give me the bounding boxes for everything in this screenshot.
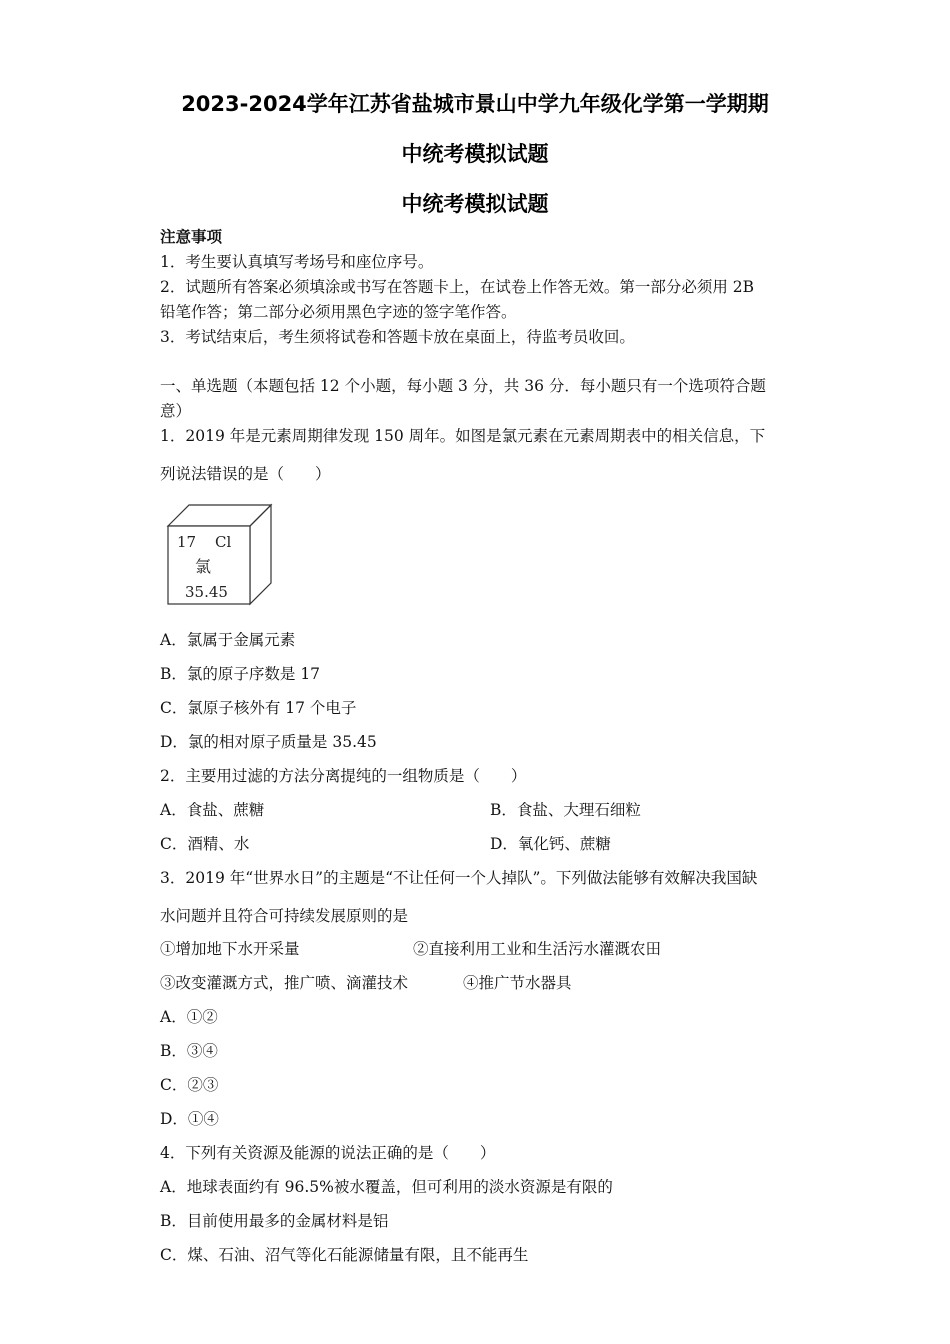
q3-measure-3: ③改变灌溉方式，推广喷、滴灌技术 xyxy=(160,974,409,992)
element-mass: 35.45 xyxy=(185,583,228,601)
q1-stem-cont: 列说法错误的是（ ） xyxy=(160,465,331,483)
element-symbol: Cl xyxy=(215,533,232,551)
element-name: 氯 xyxy=(195,557,212,576)
q4-option-c: C．煤、石油、沼气等化石能源储量有限，且不能再生 xyxy=(160,1246,529,1264)
q1-option-b: B．氯的原子序数是 17 xyxy=(160,665,321,683)
notice-item-3: 3．考试结束后，考生须将试卷和答题卡放在桌面上，待监考员收回。 xyxy=(160,328,635,346)
q2-option-b: B．食盐、大理石细粒 xyxy=(490,801,641,819)
q2-options-row1 xyxy=(160,800,800,820)
q1-option-a: A．氯属于金属元素 xyxy=(160,631,296,649)
q1-option-c: C．氯原子核外有 17 个电子 xyxy=(160,699,357,717)
q3-measures-row1 xyxy=(160,939,800,959)
q3-option-c: C．②③ xyxy=(160,1076,219,1094)
q1-option-d: D．氯的相对原子质量是 35.45 xyxy=(160,733,377,751)
exam-title-line1: 2023-2024学年江苏省盐城市景山中学九年级化学第一学期期 xyxy=(181,92,769,116)
q4-stem: 4．下列有关资源及能源的说法正确的是（ ） xyxy=(160,1144,496,1162)
q3-option-a: A．①② xyxy=(160,1008,218,1026)
q3-measure-1: ①增加地下水开采量 xyxy=(160,940,300,958)
notice-heading: 注意事项 xyxy=(160,227,223,246)
q2-option-c: C．酒精、水 xyxy=(160,835,250,853)
notice-item-2: 2．试题所有答案必须填涂或书写在答题卡上，在试卷上作答无效。第一部分必须用 2B xyxy=(160,278,755,296)
q3-measures-row2 xyxy=(160,973,800,993)
notice-item-2-cont: 铅笔作答；第二部分必须用黑色字迹的签字笔作答。 xyxy=(160,303,517,321)
notice-item-1: 1．考生要认真填写考场号和座位序号。 xyxy=(160,253,434,271)
q2-options-row2 xyxy=(160,834,800,854)
q4-option-a: A．地球表面约有 96.5%被水覆盖，但可利用的淡水资源是有限的 xyxy=(160,1178,613,1196)
element-number: 17 xyxy=(177,533,197,551)
section1-heading: 一、单选题（本题包括 12 个小题，每小题 3 分，共 36 分．每小题只有一个选项符合题 xyxy=(160,377,766,395)
q3-option-b: B．③④ xyxy=(160,1042,218,1060)
q2-option-d: D．氧化钙、蔗糖 xyxy=(490,835,611,853)
q3-stem: 3．2019 年“世界水日”的主题是“不让任何一个人掉队”。下列做法能够有效解决我国缺 xyxy=(160,869,758,887)
exam-title-line2: 中统考模拟试题 xyxy=(401,142,549,166)
exam-title-line3: 中统考模拟试题 xyxy=(401,192,549,216)
q3-option-d: D．①④ xyxy=(160,1110,219,1128)
q1-stem: 1．2019 年是元素周期律发现 150 周年。如图是氯元素在元素周期表中的相关信息，下 xyxy=(160,427,766,445)
q2-stem: 2．主要用过滤的方法分离提纯的一组物质是（ ） xyxy=(160,767,527,785)
chlorine-element-card xyxy=(165,502,273,606)
q3-stem-cont: 水问题并且符合可持续发展原则的是 xyxy=(160,907,409,925)
q3-measure-4: ④推广节水器具 xyxy=(463,974,572,992)
q2-option-a: A．食盐、蔗糖 xyxy=(160,801,265,819)
q4-option-b: B．目前使用最多的金属材料是铝 xyxy=(160,1212,389,1230)
q3-measure-2: ②直接利用工业和生活污水灌溉农田 xyxy=(413,940,662,958)
section1-heading-cont: 意） xyxy=(160,402,192,420)
